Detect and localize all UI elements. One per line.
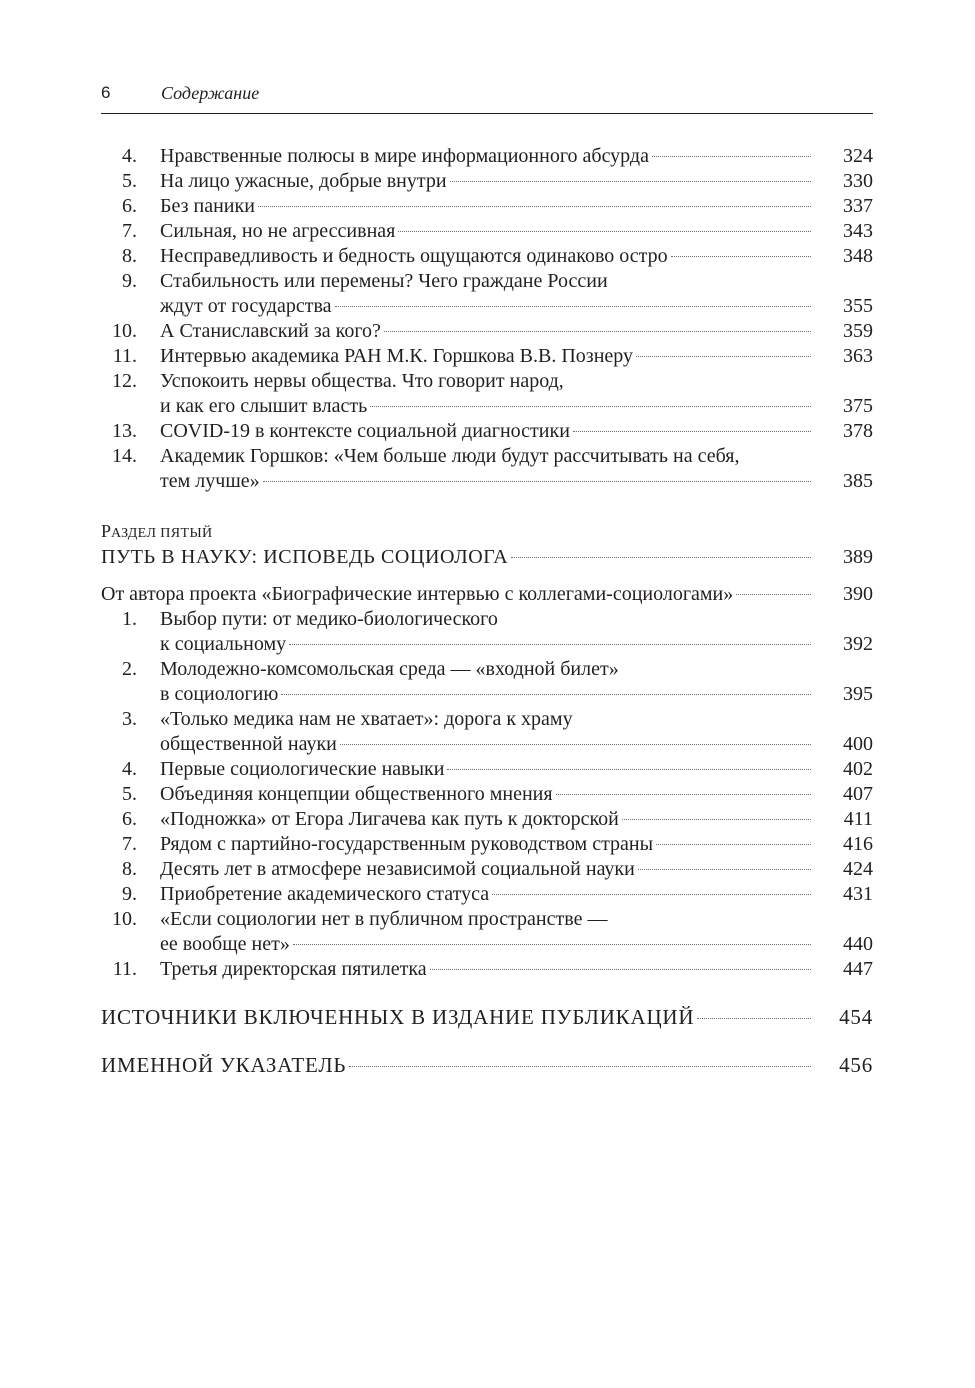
leader-dots — [430, 969, 811, 970]
toc-group-chapters — [101, 144, 873, 494]
leader-dots — [281, 694, 811, 695]
toc-entry[interactable] — [101, 169, 873, 194]
toc-entry-number: 3. — [122, 708, 137, 730]
page-number: 6 — [101, 83, 111, 102]
leader-dots — [492, 894, 811, 895]
toc-entry[interactable] — [101, 957, 873, 982]
toc-entry-title: Сильная, но не агрессивная — [160, 220, 396, 242]
leader-dots — [370, 406, 811, 407]
toc-page-number: 456 — [839, 1053, 873, 1077]
toc-entry[interactable] — [101, 144, 873, 169]
toc-page-number: 375 — [843, 395, 873, 417]
toc-entry-number: 11. — [112, 958, 137, 980]
toc-page-number: 395 — [843, 683, 873, 705]
toc-entry-title: и как его слышит власть — [160, 395, 368, 417]
toc-page-number: 411 — [843, 808, 873, 830]
toc-entry-title: ждут от государства — [160, 295, 332, 317]
leader-dots — [697, 1018, 811, 1019]
toc-entry-number: 1. — [122, 608, 137, 630]
toc-entry-title: Молодежно-комсомольская среда — «входной билет» — [160, 658, 619, 680]
toc-entry-title: Объединяя концепции общественного мнения — [160, 783, 553, 805]
toc-entry[interactable] — [101, 269, 873, 319]
running-header — [101, 80, 873, 114]
toc-page-number: 402 — [843, 758, 873, 780]
toc-page-number: 324 — [843, 145, 873, 167]
sources-title: ИСТОЧНИКИ ВКЛЮЧЕННЫХ В ИЗДАНИЕ ПУБЛИКАЦИЙ — [101, 1005, 695, 1029]
leader-dots — [511, 557, 811, 558]
leader-dots — [450, 181, 811, 182]
toc-page-number: 416 — [843, 833, 873, 855]
toc-entry-number: 12. — [112, 370, 137, 392]
author-intro-title: От автора проекта «Биографические интервью с коллегами-социологами» — [101, 583, 734, 605]
toc-entry-title: Третья директорская пятилетка — [160, 958, 427, 980]
toc-entry-title: тем лучше» — [160, 470, 260, 492]
toc-entry[interactable] — [101, 369, 873, 419]
toc-entry-number: 9. — [122, 883, 137, 905]
toc-entry[interactable] — [101, 882, 873, 907]
leader-dots — [349, 1066, 811, 1067]
leader-dots — [652, 156, 811, 157]
leader-dots — [398, 231, 811, 232]
toc-entry-number: 14. — [112, 445, 137, 467]
toc-page-number: 343 — [843, 220, 873, 242]
toc-entry-title: «Подножка» от Егора Лигачева как путь к докторской — [160, 808, 619, 830]
toc-entry-title: к социальному — [160, 633, 287, 655]
toc-entry-number: 2. — [122, 658, 137, 680]
toc-entry[interactable] — [101, 907, 873, 957]
toc-entry-title: Рядом с партийно-государственным руководством страны — [160, 833, 654, 855]
toc-page-number: 363 — [843, 345, 873, 367]
toc-page-number: 348 — [843, 245, 873, 267]
toc-entry-number: 10. — [112, 908, 137, 930]
running-title: Содержание — [161, 83, 260, 103]
name-index-title: ИМЕННОЙ УКАЗАТЕЛЬ — [101, 1053, 347, 1077]
toc-entry-title: ее вообще нет» — [160, 933, 290, 955]
toc-page-number: 454 — [839, 1005, 873, 1029]
toc-entry-title: Стабильность или перемены? Чего граждане России — [160, 270, 608, 292]
toc-group-interview — [101, 607, 873, 982]
toc-entry-title: На лицо ужасные, добрые внутри — [160, 170, 447, 192]
toc-entry-title: Десять лет в атмосфере независимой социальной науки — [160, 858, 635, 880]
toc-page-number: 431 — [843, 883, 873, 905]
toc-page-number: 400 — [843, 733, 873, 755]
leader-dots — [622, 819, 811, 820]
leader-dots — [573, 431, 811, 432]
leader-dots — [556, 794, 811, 795]
toc-page-number: 390 — [843, 583, 873, 605]
section-label: РАЗДЕЛ ПЯТЫЙ — [101, 521, 213, 541]
section-title: ПУТЬ В НАУКУ: ИСПОВЕДЬ СОЦИОЛОГА — [101, 546, 509, 568]
leader-dots — [258, 206, 811, 207]
leader-dots — [384, 331, 811, 332]
toc-entry-number: 8. — [122, 245, 137, 267]
toc-entry-number: 6. — [122, 808, 137, 830]
toc-page-number: 440 — [843, 933, 873, 955]
leader-dots — [636, 356, 811, 357]
leader-dots — [335, 306, 812, 307]
name-index-entry[interactable] — [101, 1053, 873, 1078]
toc-page-number: 359 — [843, 320, 873, 342]
toc-entry[interactable] — [101, 607, 873, 657]
toc-entry-title: Приобретение академического статуса — [160, 883, 490, 905]
toc-entry[interactable] — [101, 319, 873, 344]
leader-dots — [289, 644, 811, 645]
leader-dots — [263, 481, 811, 482]
toc-entry-number: 5. — [122, 170, 137, 192]
leader-dots — [638, 869, 811, 870]
toc-page-number: 330 — [843, 170, 873, 192]
toc-entry-title: Первые социологические навыки — [160, 758, 445, 780]
toc-entry[interactable] — [101, 807, 873, 832]
toc-entry[interactable] — [101, 832, 873, 857]
toc-entry-title: в социологию — [160, 683, 279, 705]
toc-entry-number: 13. — [112, 420, 137, 442]
toc-page-number: 389 — [843, 546, 873, 568]
toc-entry-number: 9. — [122, 270, 137, 292]
toc-entry-title: «Если социологии нет в публичном пространстве — — [160, 908, 608, 930]
table-of-contents — [101, 144, 873, 1078]
toc-entry-title: Академик Горшков: «Чем больше люди будут рассчитывать на себя, — [160, 445, 740, 467]
toc-page-number: 355 — [843, 295, 873, 317]
toc-entry[interactable] — [101, 244, 873, 269]
toc-entry[interactable] — [101, 857, 873, 882]
toc-page-number: 378 — [843, 420, 873, 442]
toc-entry[interactable] — [101, 782, 873, 807]
author-intro-entry[interactable] — [101, 582, 873, 607]
leader-dots — [340, 744, 811, 745]
toc-entry[interactable] — [101, 194, 873, 219]
toc-entry-number: 6. — [122, 195, 137, 217]
toc-entry-title: Нравственные полюсы в мире информационного абсурда — [160, 145, 649, 167]
toc-page-number: 337 — [843, 195, 873, 217]
toc-entry-title: Выбор пути: от медико-биологического — [160, 608, 498, 630]
toc-page-number: 424 — [843, 858, 873, 880]
toc-entry-number: 4. — [122, 145, 137, 167]
leader-dots — [671, 256, 811, 257]
toc-entry-number: 5. — [122, 783, 137, 805]
toc-entry-title: COVID-19 в контексте социальной диагностики — [160, 420, 570, 442]
sources-entry[interactable] — [101, 1005, 873, 1030]
toc-page-number: 392 — [843, 633, 873, 655]
leader-dots — [656, 844, 811, 845]
toc-entry-title: общественной науки — [160, 733, 337, 755]
toc-entry-title: А Станиславский за кого? — [160, 320, 381, 342]
toc-entry[interactable] — [101, 444, 873, 494]
toc-entry-title: Без паники — [160, 195, 255, 217]
toc-entry-title: Несправедливость и бедность ощущаются одинаково остро — [160, 245, 668, 267]
toc-entry-title: «Только медика нам не хватает»: дорога к храму — [160, 708, 573, 730]
leader-dots — [447, 769, 811, 770]
toc-page-number: 447 — [843, 958, 873, 980]
toc-entry-number: 7. — [122, 220, 137, 242]
toc-page-number: 407 — [843, 783, 873, 805]
toc-entry-number: 10. — [112, 320, 137, 342]
toc-entry[interactable] — [101, 419, 873, 444]
toc-entry-title: Интервью академика РАН М.К. Горшкова В.В. Познеру — [160, 345, 634, 367]
toc-entry[interactable] — [101, 757, 873, 782]
leader-dots — [736, 594, 811, 595]
toc-entry-number: 7. — [122, 833, 137, 855]
toc-entry-title: Успокоить нервы общества. Что говорит народ, — [160, 370, 564, 392]
toc-entry-number: 11. — [112, 345, 137, 367]
toc-entry[interactable] — [101, 219, 873, 244]
toc-entry[interactable] — [101, 707, 873, 757]
section-title-entry[interactable] — [101, 545, 873, 570]
toc-entry[interactable] — [101, 344, 873, 369]
leader-dots — [293, 944, 811, 945]
toc-entry-number: 4. — [122, 758, 137, 780]
toc-page-number: 385 — [843, 470, 873, 492]
toc-entry[interactable] — [101, 657, 873, 707]
toc-entry-number: 8. — [122, 858, 137, 880]
